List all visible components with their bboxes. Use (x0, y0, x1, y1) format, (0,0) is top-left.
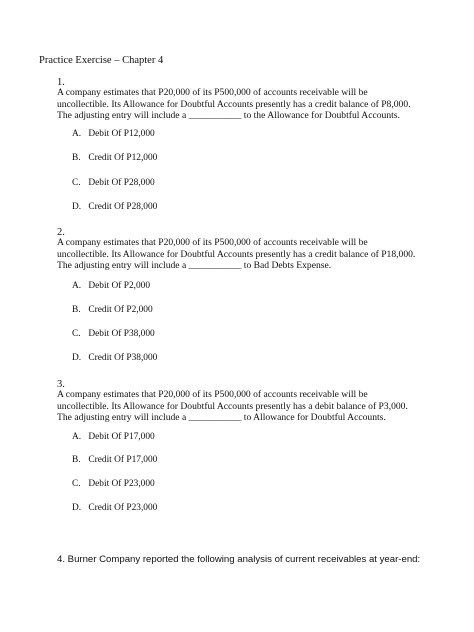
option-text: Debit Of P38,000 (88, 329, 155, 339)
option-letter: D. (72, 202, 82, 212)
option-letter: B. (72, 305, 81, 315)
page-title: Practice Exercise – Chapter 4 (39, 55, 164, 66)
question-2-number: 2. (57, 227, 65, 238)
option-letter: A. (72, 129, 82, 139)
q2-option-a (72, 281, 150, 291)
question-text-line: The adjusting entry will include a ___________ to the Allowance for Doubtful Accounts. (57, 110, 400, 121)
q2-option-b (72, 305, 153, 315)
q1-option-a (72, 129, 155, 139)
option-letter: A. (72, 281, 82, 291)
option-text: Credit Of P23,000 (88, 503, 158, 513)
option-text: Credit Of P38,000 (88, 353, 158, 363)
q3-option-d (72, 503, 157, 513)
q1-option-c (72, 178, 155, 188)
option-letter: B. (72, 455, 81, 465)
question-1-number: 1. (57, 77, 65, 88)
option-letter: C. (72, 479, 81, 489)
question-text-line: The adjusting entry will include a ___________ to Allowance for Doubtful Accounts. (57, 412, 386, 423)
question-4-text: 4. Burner Company reported the following analysis of current receivables at year-end: (57, 554, 421, 565)
question-text-line: A company estimates that P20,000 of its P500,000 of accounts receivable will be (57, 237, 368, 248)
q3-option-b (72, 455, 157, 465)
option-letter: D. (72, 353, 82, 363)
question-text-line: uncollectible. Its Allowance for Doubtful Accounts presently has a credit balance of P18,000. (57, 248, 416, 260)
option-text: Credit Of P28,000 (88, 202, 158, 212)
option-text: Debit Of P28,000 (88, 178, 155, 188)
option-letter: C. (72, 329, 81, 339)
option-letter: D. (72, 503, 82, 513)
question-text-line: A company estimates that P20,000 of its P500,000 of accounts receivable will be (57, 87, 368, 98)
option-text: Credit Of P17,000 (88, 455, 158, 465)
option-text: Debit Of P2,000 (88, 281, 151, 291)
q2-option-d (72, 353, 157, 363)
q3-option-c (72, 479, 155, 489)
option-letter: A. (72, 432, 82, 442)
question-3-number: 3. (57, 379, 65, 390)
option-text: Credit Of P12,000 (88, 153, 158, 163)
q1-option-b (72, 153, 157, 163)
question-text-line: A company estimates that P20,000 of its P500,000 of accounts receivable will be (57, 389, 368, 400)
question-text-line: The adjusting entry will include a ___________ to Bad Debts Expense. (57, 260, 332, 271)
option-letter: C. (72, 178, 81, 188)
question-3-text (57, 389, 467, 424)
question-2-text (57, 237, 467, 272)
q1-option-d (72, 202, 157, 212)
question-1-text (57, 87, 467, 122)
question-text-line: uncollectible. Its Allowance for Doubtful Accounts presently has a debit balance of P3,000. (57, 400, 408, 412)
option-text: Debit Of P17,000 (88, 432, 155, 442)
option-text: Credit Of P2,000 (88, 305, 153, 315)
option-letter: B. (72, 153, 81, 163)
question-text-line: uncollectible. Its Allowance for Doubtful Accounts presently has a credit balance of P8,000. (57, 98, 411, 110)
q3-option-a (72, 432, 155, 442)
option-text: Debit Of P23,000 (88, 479, 155, 489)
option-text: Debit Of P12,000 (88, 129, 155, 139)
q2-option-c (72, 329, 155, 339)
